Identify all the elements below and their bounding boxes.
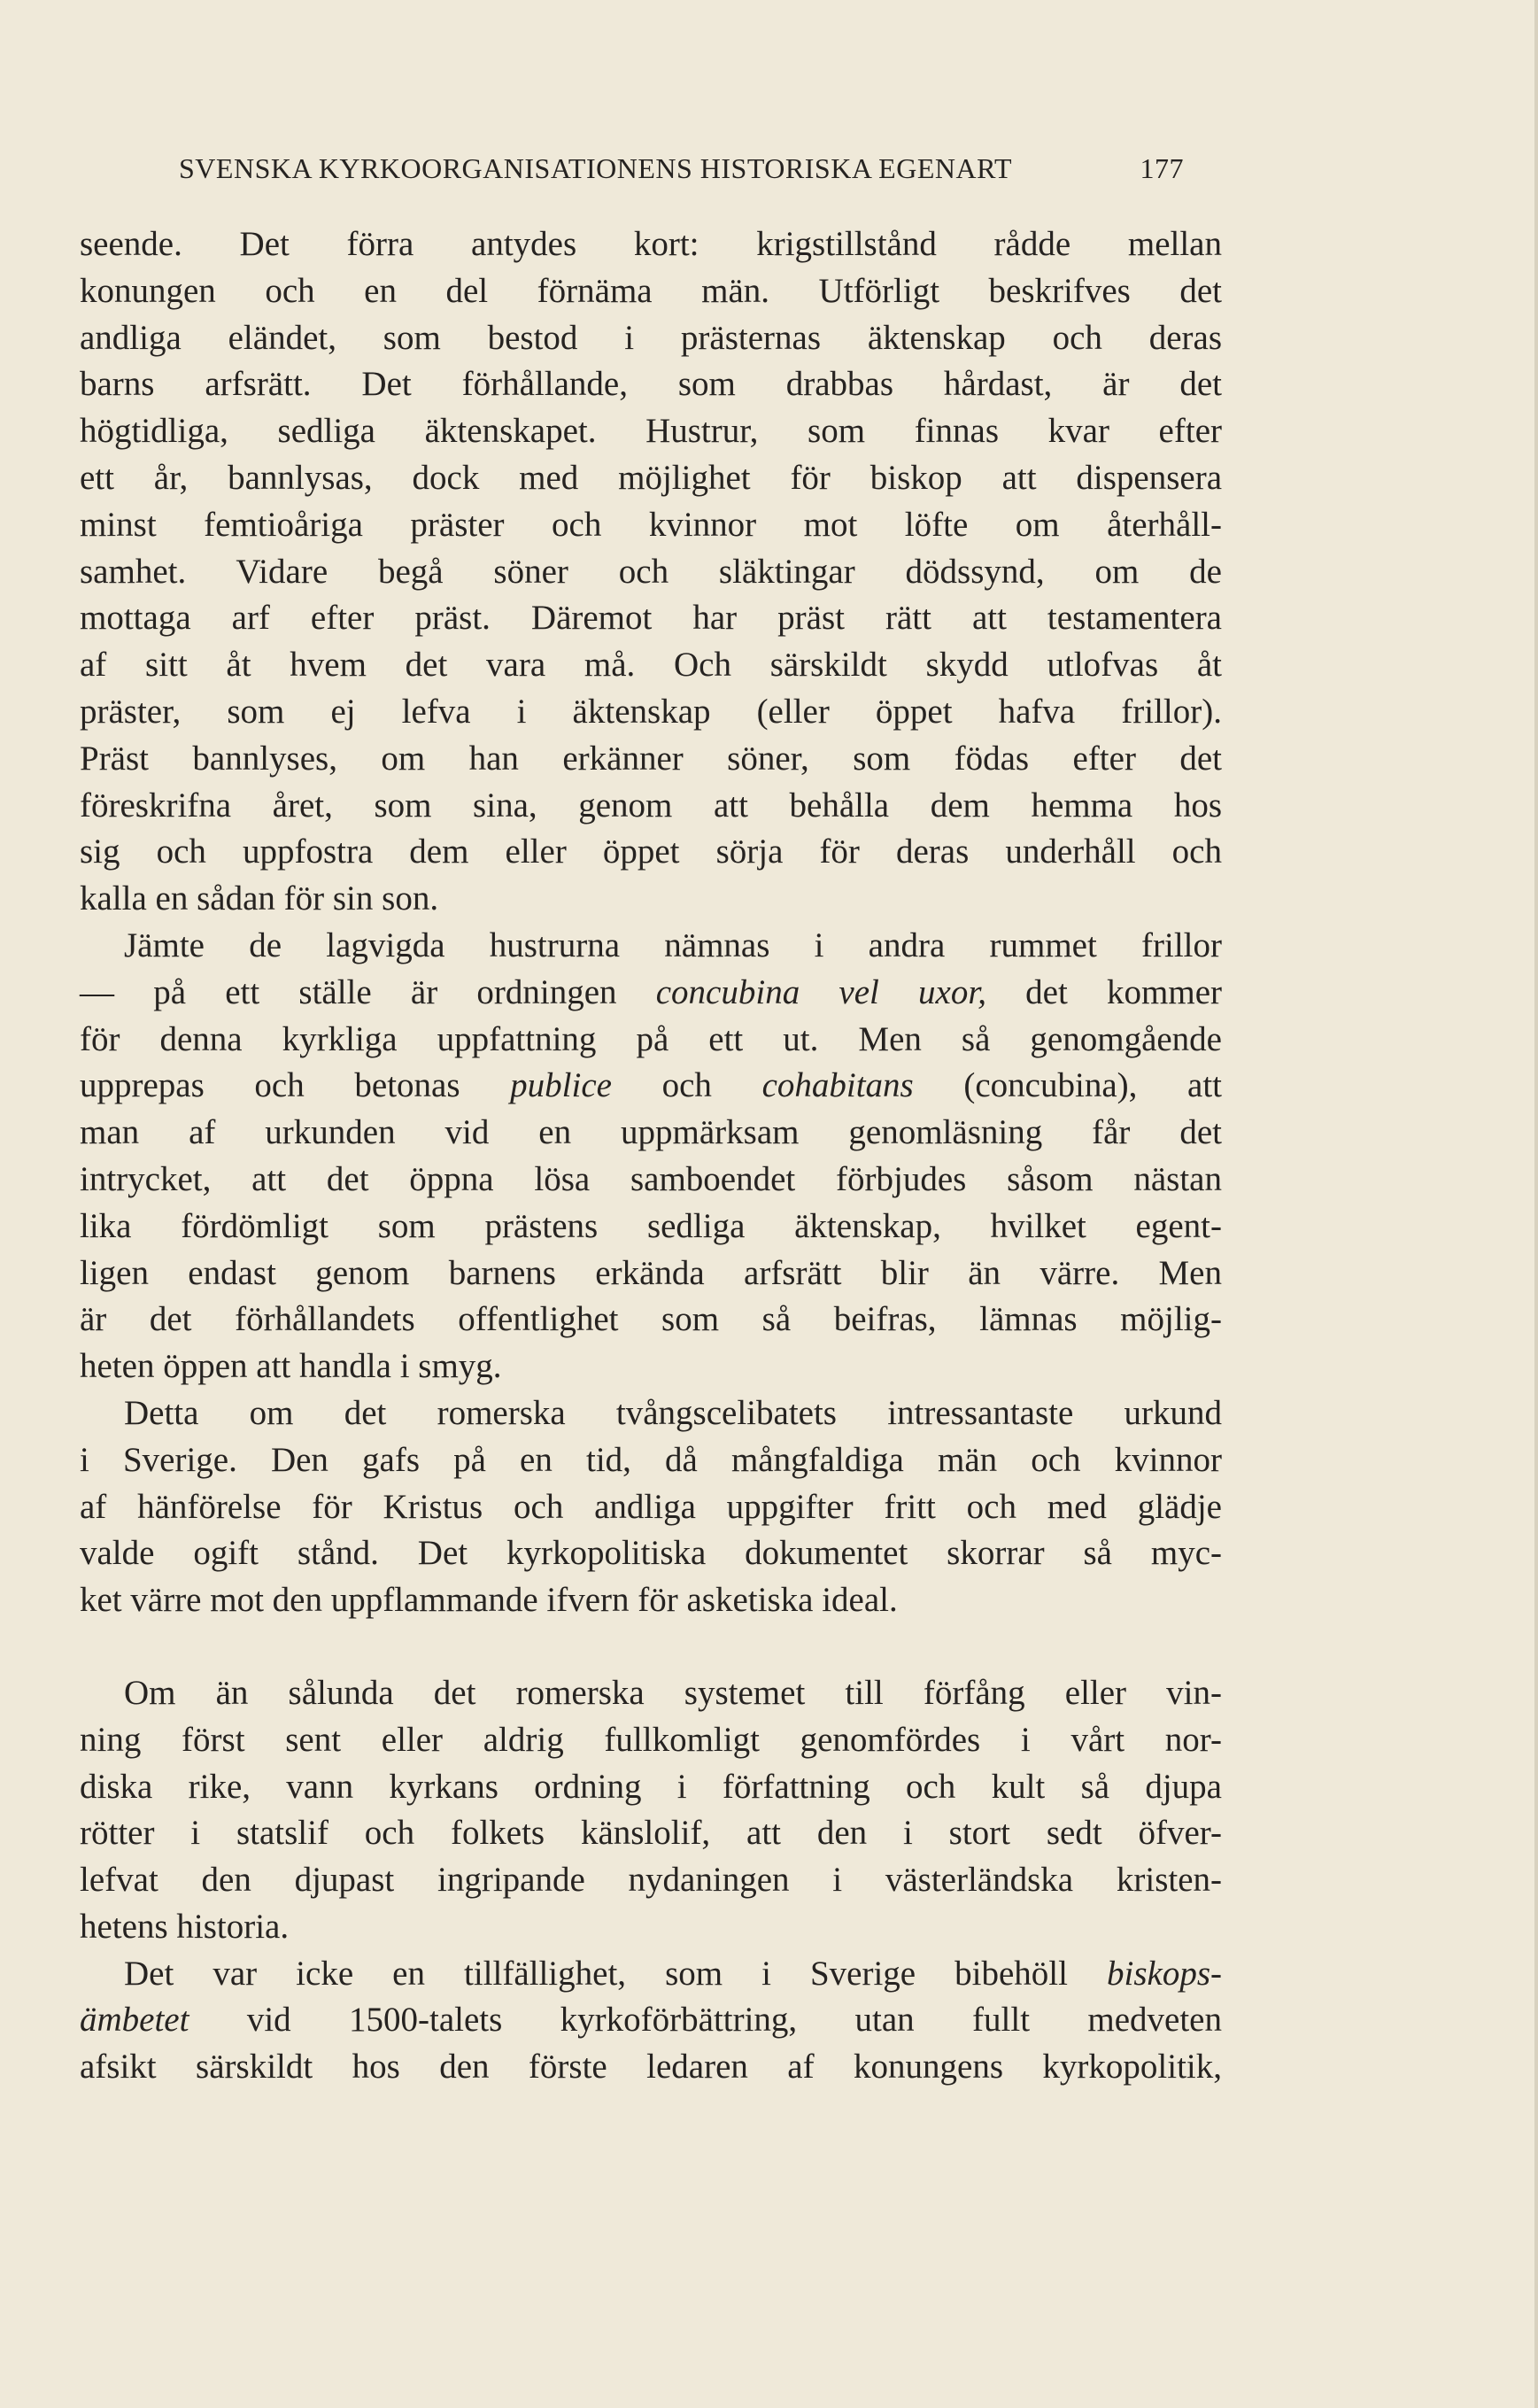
italic-phrase: cohabitans <box>761 1066 914 1105</box>
text-line: föreskrifna året, som sina, genom att behålla dem hemma hos <box>80 786 1222 825</box>
text-line: högtidliga, sedliga äktenskapet. Hustrur, som finnas kvar efter <box>80 412 1222 451</box>
running-header <box>179 152 1184 195</box>
text-line: lika fördömligt som prästens sedliga äktenskap, hvilket egent- <box>80 1206 1222 1245</box>
text-line: samhet. Vidare begå söner och släktingar dödssynd, om de <box>80 552 1222 591</box>
text-line: Detta om det romerska tvångscelibatets intressantaste urkund <box>124 1393 1222 1432</box>
text-line: präster, som ej lefva i äktenskap (eller öppet hafva frillor). <box>80 692 1222 731</box>
text-line: är det förhållandets offentlighet som så beifras, lämnas möjlig- <box>80 1300 1222 1339</box>
italic-phrase: concubina vel uxor, <box>655 972 986 1011</box>
text-line: afsikt särskildt hos den förste ledaren af konungens kyrkopolitik, <box>80 2048 1222 2087</box>
text-line: sig och uppfostra dem eller öppet sörja för deras underhåll och <box>80 832 1222 871</box>
text-line: seende. Det förra antydes kort: krigstillstånd rådde mellan <box>80 225 1222 263</box>
text-line: för denna kyrkliga uppfattning på ett ut. Men så genomgående <box>80 1019 1222 1058</box>
text-line: af hänförelse för Kristus och andliga uppgifter fritt och med glädje <box>80 1487 1222 1526</box>
text-line: kalla en sådan för sin son. <box>80 879 439 918</box>
text-line: hetens historia. <box>80 1907 290 1946</box>
text-line: heten öppen att handla i smyg. <box>80 1347 502 1386</box>
text-line: ett år, bannlysas, dock med möjlighet för biskop att dispensera <box>80 458 1222 497</box>
text-line: Präst bannlyses, om han erkänner söner, som födas efter det <box>80 739 1222 778</box>
page-edge <box>1534 0 1538 2408</box>
italic-phrase: ämbetet <box>80 2001 189 2040</box>
text-line: ket värre mot den uppflammande ifvern för asketiska ideal. <box>80 1581 898 1620</box>
section-break <box>80 1624 1222 1670</box>
text-line: Det var icke en tillfällighet, som i Sverige bibehöll biskops- <box>124 1954 1222 1993</box>
text-line: Om än sålunda det romerska systemet till förfång eller vin- <box>124 1673 1222 1712</box>
text-line: minst femtioåriga präster och kvinnor mot löfte om återhåll- <box>80 505 1222 544</box>
text-line: — på ett ställe är ordningen concubina vel uxor, det kommer <box>80 972 1222 1011</box>
text-line: mottaga arf efter präst. Däremot har präst rätt att testamentera <box>80 599 1222 638</box>
italic-phrase: biskops- <box>1107 1954 1222 1993</box>
text-line: andliga eländet, som bestod i prästernas äktenskap och deras <box>80 318 1222 357</box>
text-line: ning först sent eller aldrig fullkomligt genomfördes i vårt nor- <box>80 1720 1222 1759</box>
italic-phrase: publice <box>510 1066 612 1105</box>
text-line: upprepas och betonas publice och cohabitans (concubina), att <box>80 1066 1222 1105</box>
text-line: ämbetet vid 1500-talets kyrkoförbättring, utan fullt medveten <box>80 2001 1222 2040</box>
text-line: Jämte de lagvigda hustrurna nämnas i andra rummet frillor <box>124 925 1222 964</box>
page-number: 177 <box>1140 152 1184 184</box>
text-line: barns arfsrätt. Det förhållande, som drabbas hårdast, är det <box>80 365 1222 404</box>
running-title: SVENSKA KYRKOORGANISATIONENS HISTORISKA EGENART <box>179 152 1013 184</box>
text-line: lefvat den djupast ingripande nydaningen i västerländska kristen- <box>80 1861 1222 1900</box>
text-line: man af urkunden vid en uppmärksam genomläsning får det <box>80 1113 1222 1152</box>
text-line: konungen och en del förnäma män. Utförligt beskrifves det <box>80 271 1222 310</box>
text-line: ligen endast genom barnens erkända arfsrätt blir än värre. Men <box>80 1253 1222 1292</box>
text-line: intrycket, att det öppna lösa samboendet förbjudes såsom nästan <box>80 1159 1222 1198</box>
text-line: af sitt åt hvem det vara må. Och särskildt skydd utlofvas åt <box>80 646 1222 685</box>
text-line: i Sverige. Den gafs på en tid, då mångfaldiga män och kvinnor <box>80 1440 1222 1479</box>
text-line: rötter i statslif och folkets känslolif, att den i stort sedt öfver- <box>80 1814 1222 1853</box>
text-line: diska rike, vann kyrkans ordning i författning och kult så djupa <box>80 1767 1222 1806</box>
body-text <box>80 221 1222 2091</box>
text-line: valde ogift stånd. Det kyrkopolitiska dokumentet skorrar så myc- <box>80 1534 1222 1573</box>
